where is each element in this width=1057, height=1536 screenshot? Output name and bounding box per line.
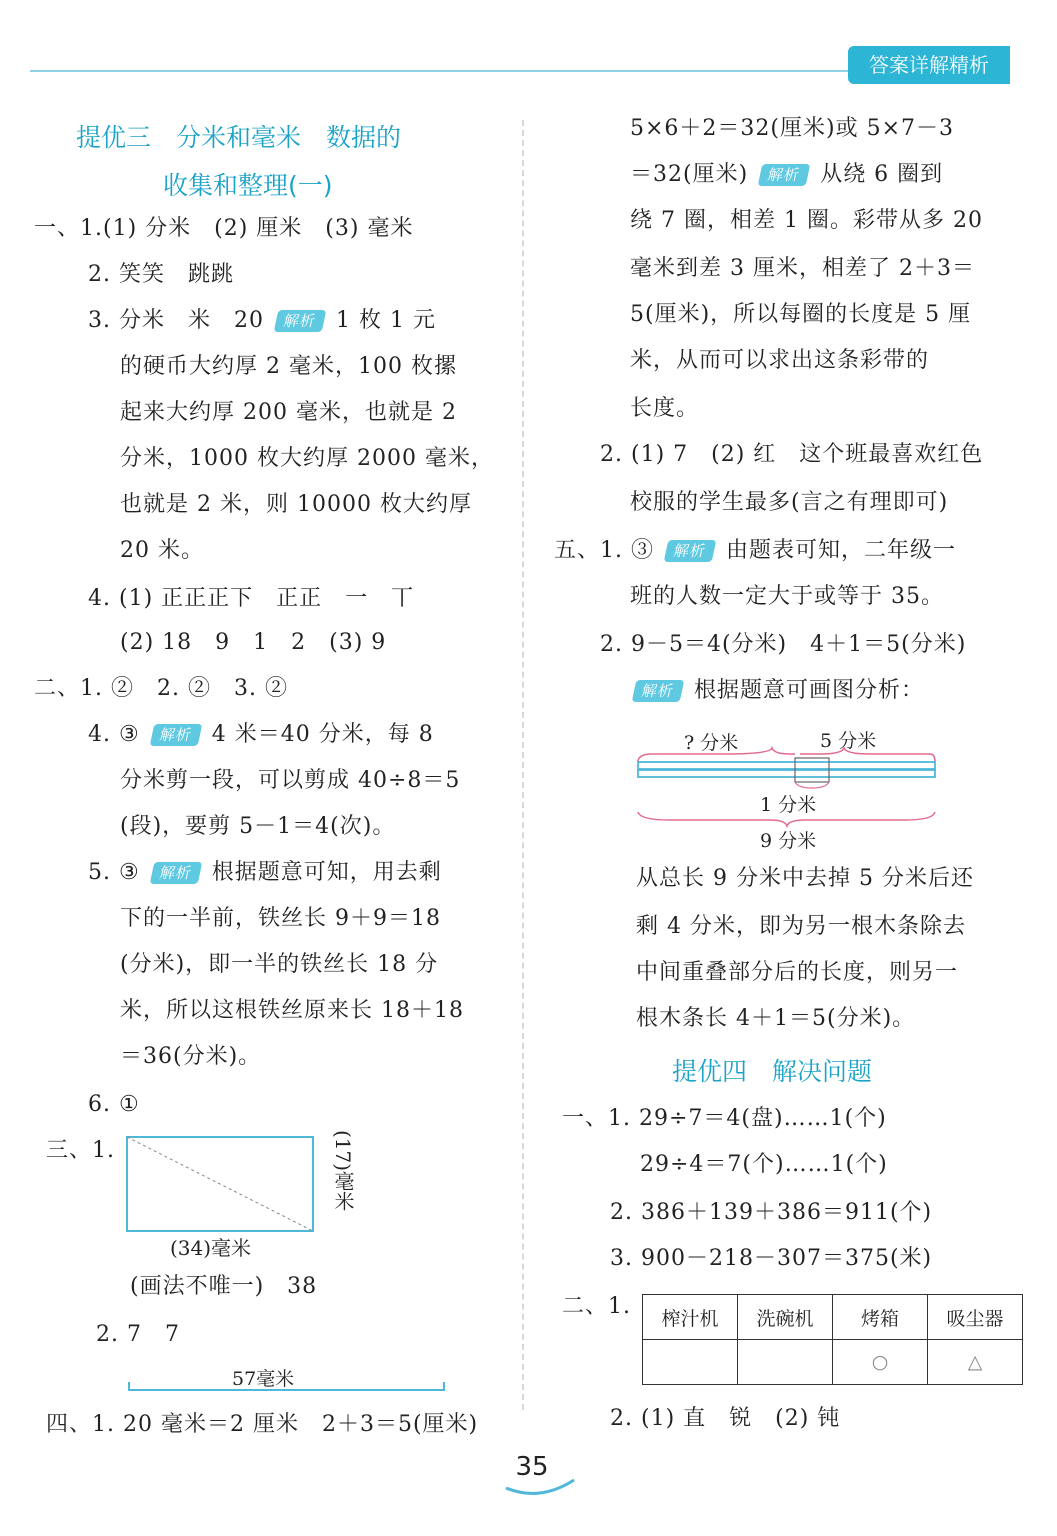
table-header-row	[643, 1295, 1023, 1340]
analysis-badge: 解析	[149, 724, 202, 746]
answer-line: 6. ①	[88, 1092, 140, 1117]
answer-line: 四、1. 20 毫米＝2 厘米 2＋3＝5(厘米)	[46, 1412, 479, 1437]
answer-line	[88, 298, 436, 344]
diagram-label: 9 分米	[760, 830, 817, 852]
table-header-cell: 洗碗机	[738, 1295, 833, 1340]
answer-line: 4. (1) 正正正下 正正 一 丅	[88, 586, 415, 611]
answer-line: 中间重叠部分后的长度，则另一	[636, 960, 959, 985]
answer-line: 一、1.(1) 分米 (2) 厘米 (3) 毫米	[34, 216, 414, 241]
answer-line: 起来大约厚 200 毫米，也就是 2	[120, 400, 457, 425]
answer-line: 米，所以这根铁丝原来长 18＋18	[120, 998, 464, 1023]
answer-line: 2. 9－5＝4(分米) 4＋1＝5(分米)	[600, 632, 967, 657]
answer-line: 从总长 9 分米中去掉 5 分米后还	[636, 866, 974, 891]
answer-line: 班的人数一定大于或等于 35。	[630, 584, 944, 609]
answer-line	[554, 528, 956, 574]
analysis-badge: 解析	[758, 164, 811, 186]
answer-text: 从绕 6 圈到	[820, 162, 944, 187]
answer-line: 2. 386＋139＋386＝911(个)	[610, 1200, 933, 1225]
answer-text: 4 米＝40 分米，每 8	[211, 722, 434, 747]
answer-line: 下的一半前，铁丝长 9＋9＝18	[120, 906, 441, 931]
answer-line: (分米)，即一半的铁丝长 18 分	[120, 952, 439, 977]
answer-line: 二、1. ② 2. ② 3. ②	[34, 676, 288, 701]
answer-text: 4. ③	[88, 722, 140, 747]
answer-text: 根据题意可画图分析：	[694, 678, 925, 703]
answer-line: 分米剪一段，可以剪成 40÷8＝5	[120, 768, 461, 793]
answer-line: 3. 900－218－307＝375(米)	[610, 1246, 933, 1271]
header-tag: 答案详解精析	[848, 46, 1010, 84]
answer-line: (画法不唯一) 38	[130, 1274, 318, 1299]
answer-line	[630, 668, 924, 714]
answer-line: 2. (1) 直 锐 (2) 钝	[610, 1406, 841, 1431]
answer-line: 校服的学生最多(言之有理即可)	[630, 490, 949, 515]
table-cell: ○	[833, 1340, 928, 1385]
answer-line: 5(厘米)，所以每圈的长度是 5 厘	[630, 302, 972, 327]
analysis-badge: 解析	[274, 310, 327, 332]
rectangle-figure	[120, 1130, 350, 1240]
answer-line	[630, 152, 943, 198]
answer-line: 29÷4＝7(个)……1(个)	[640, 1152, 888, 1177]
analysis-badge: 解析	[632, 680, 685, 702]
answer-line: ＝36(分米)。	[120, 1044, 262, 1069]
page-number: 35	[515, 1452, 549, 1482]
column-divider	[522, 120, 524, 1410]
rect-height-label: (17)毫米	[331, 1130, 355, 1212]
answer-line: 毫米到差 3 厘米，相差了 2＋3＝	[630, 256, 975, 281]
diagram-label: ? 分米	[684, 732, 739, 754]
answer-line: 三、1.	[46, 1138, 115, 1163]
table-row	[643, 1340, 1023, 1385]
answer-text: 1 枚 1 元	[336, 308, 436, 333]
table-header-cell: 榨汁机	[643, 1295, 738, 1340]
section-title-1b: 收集和整理(一)	[163, 171, 333, 200]
segment-label: 57毫米	[232, 1368, 295, 1390]
answer-line	[88, 850, 442, 896]
answer-text: 五、1. ③	[554, 538, 654, 563]
section-title-2: 提优四 解决问题	[672, 1057, 873, 1086]
table-cell	[738, 1340, 833, 1385]
answer-line: 2. 7 7	[96, 1322, 180, 1347]
answer-line: 分米，1000 枚大约厚 2000 毫米，	[120, 446, 494, 471]
analysis-badge: 解析	[664, 540, 717, 562]
answer-line: 根木条长 4＋1＝5(分米)。	[636, 1006, 916, 1031]
answer-text: 5. ③	[88, 860, 140, 885]
answer-line: 米，从而可以求出这条彩带的	[630, 348, 930, 373]
answer-line: 的硬币大约厚 2 毫米，100 枚摞	[120, 354, 457, 379]
answer-text: ＝32(厘米)	[630, 162, 749, 187]
answer-line: 20 米。	[120, 538, 204, 563]
header-rule	[30, 70, 850, 72]
answer-text: 由题表可知，二年级一	[726, 538, 957, 563]
answer-line: 2. (1) 7 (2) 红 这个班最喜欢红色	[600, 442, 984, 467]
answer-line: 一、1. 29÷7＝4(盘)……1(个)	[562, 1106, 887, 1131]
table-header-cell: 吸尘器	[928, 1295, 1023, 1340]
section-title-1: 提优三 分米和毫米 数据的	[76, 123, 402, 152]
answer-line: 长度。	[630, 396, 700, 421]
table-cell	[643, 1340, 738, 1385]
answer-line: 也就是 2 米，则 10000 枚大约厚	[120, 492, 472, 517]
answer-text: 根据题意可知，用去剩	[211, 860, 442, 885]
answer-line: (段)，要剪 5－1＝4(次)。	[120, 814, 396, 839]
segment-figure	[126, 1378, 448, 1394]
rect-width-label: (34)毫米	[170, 1236, 252, 1260]
appliance-table	[642, 1294, 1023, 1385]
answer-line: 2. 笑笑 跳跳	[88, 262, 234, 287]
answer-line: 绕 7 圈，相差 1 圈。彩带从多 20	[630, 208, 983, 233]
table-header-cell: 烤箱	[833, 1295, 928, 1340]
analysis-badge: 解析	[149, 862, 202, 884]
answer-text: 3. 分米 米 20	[88, 308, 264, 333]
diagram-label: 1 分米	[760, 794, 817, 816]
table-cell: △	[928, 1340, 1023, 1385]
answer-line: 5×6＋2＝32(厘米)或 5×7－3	[630, 116, 955, 141]
answer-line	[88, 712, 434, 758]
answer-line: 剩 4 分米，即为另一根木条除去	[636, 914, 966, 939]
diagram-label: 5 分米	[820, 730, 877, 752]
answer-line: 二、1.	[562, 1294, 631, 1319]
answer-line: (2) 18 9 1 2 (3) 9	[120, 630, 387, 655]
